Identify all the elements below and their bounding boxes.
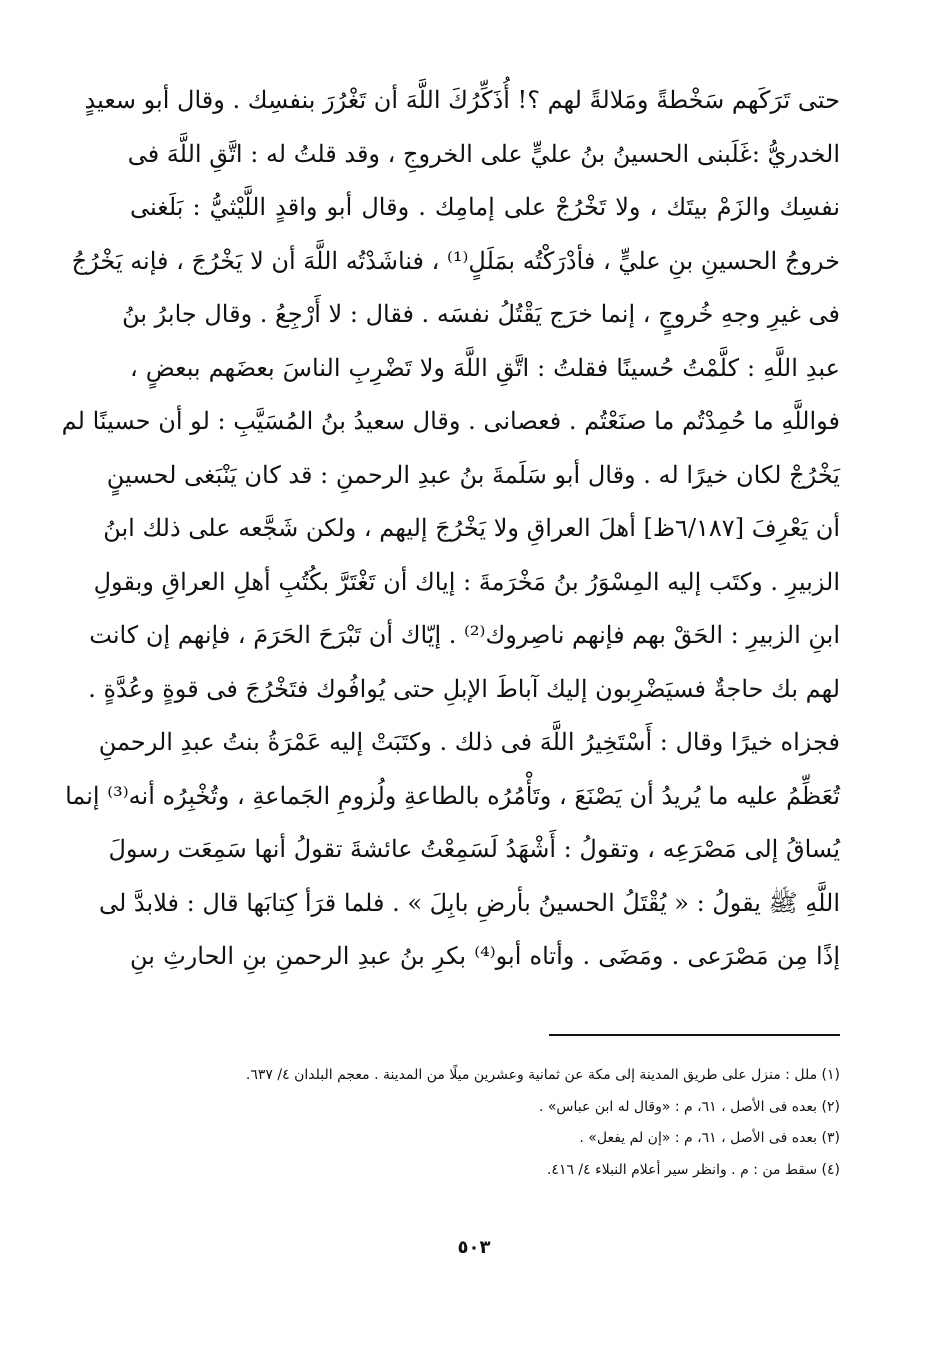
text-line: فواللَّهِ ما حُمِدْتُم ما صنَعْتُم . فعصانى . وقال سعيدُ بنُ المُسَيَّبِ : لو أن حسينًا لم xyxy=(61,407,840,435)
text-line: يَخْرُجْ لكان خيرًا له . وقال أبو سَلَمةَ بنُ عبدِ الرحمنِ : قد كان يَنْبَغى لحسينٍ xyxy=(106,460,840,489)
text-line: ابنِ الزبيرِ : الحَقْ بهم فإنهم ناصِروك⁽²⁾ . إيّاك أن تَبْرَحَ الحَرَمَ ، فإنهم إن كانت xyxy=(89,621,840,649)
text-line: الخدريُّ :غَلَبنى الحسينُ بنُ عليٍّ على الخروجِ ، وقد قلتُ له : اتَّقِ اللَّهَ فى xyxy=(127,139,840,168)
footnote-3: (٣) بعده فى الأصل ، ٦١، م : «إن لم يفعل» . xyxy=(579,1130,840,1146)
footnote-separator xyxy=(549,1034,840,1036)
text-line: لهم بك حاجةٌ فسيَضْرِبون إليك آباطَ الإبلِ حتى يُوافُوك فتَخْرُجَ فى قوةٍ وعُدَّةٍ . xyxy=(88,674,840,703)
text-line: اللَّهِ ﷺ يقولُ : « يُقْتَلُ الحسينُ بأرضِ بابِلَ » . فلما قرَأ كِتابَها قال : فلابدَّ لى xyxy=(98,888,840,917)
footnotes xyxy=(130,1060,840,1186)
text-line: عبدِ اللَّهِ : كلَّمْتُ حُسينًا فقلتُ : اتَّقِ اللَّهَ ولا تَضْرِبِ الناسَ بعضَهم ببعضٍ ، xyxy=(130,353,840,382)
text-line: يُساقُ إلى مَصْرَعِه ، وتقولُ : أَشْهَدُ لَسَمِعْتُ عائشةَ تقولُ أنها سَمِعَت رسولَ xyxy=(108,835,840,863)
text-line: فجزاه خيرًا وقال : أَسْتَخِيرُ اللَّهَ فى ذلك . وكتَبَتْ إليه عَمْرَةُ بنتُ عبدِ الرحمنِ xyxy=(98,728,840,756)
footnote-2: (٢) بعده فى الأصل ، ٦١، م : «وقال له ابن عباس» . xyxy=(538,1098,840,1115)
footnote-1: (١) ملل : منزل على طريق المدينة إلى مكة عن ثمانية وعشرين ميلًا من المدينة . معجم البلدان ٤/ ٦٣٧. xyxy=(245,1067,840,1083)
footnote-4: (٤) سقط من : م . وانظر سير أعلام النبلاء ٤/ ٤١٦. xyxy=(546,1161,840,1178)
main-text xyxy=(61,74,840,984)
page-number: ٥٠٣ xyxy=(457,1237,491,1258)
text-line: فى غيرِ وجهِ خُروجٍ ، إنما خرَج يَقْتُلُ نفسَه . فقال : لا أَرْجِعُ . وقال جابرُ بنُ xyxy=(122,300,840,328)
text-line: حتى تَرَكَهم سَخْطةً ومَلالةً لهم ؟! أُذَكِّرُكَ اللَّهَ أن تَغْرُرَ بنفسِك . وقال أبو سعيدٍ xyxy=(84,86,840,114)
text-line: إذًا مِن مَصْرَعى . ومَضَى . وأتاه أبو⁽⁴⁾ بكرِ بنُ عبدِ الرحمنِ بنِ الحارثِ بنِ xyxy=(130,942,840,970)
text-line: تُعَظِّمُ عليه ما يُريدُ أن يَصْنَعَ ، وتَأْمُرُه بالطاعةِ ولُزومِ الجَماعةِ ، وتُخْبِرُه أنه⁽³⁾ إنما xyxy=(65,781,840,810)
text-line: خروجُ الحسينِ بنِ عليٍّ ، فأدْرَكْتُه بمَلَلٍ⁽¹⁾ ، فناشَدْتُه اللَّهَ أن لا يَخْرُجَ ، فإنه يَخْرُجُ xyxy=(71,246,840,275)
text-line: أن يَعْرِفَ [٦/١٨٧ظ] أهلَ العراقِ ولا يَخْرُجَ إليهم ، ولكن شَجَّعه على ذلك ابنُ xyxy=(103,514,840,542)
text-line: الزبيرِ . وكتَب إليه المِسْوَرُ بنُ مَخْرَمةَ : إياك أن تَغْتَرَّ بكُتُبِ أهلِ العراقِ وبقولِ xyxy=(93,567,840,596)
text-line: نفسِك والزَمْ بيتَك ، ولا تَخْرُجْ على إمامِك . وقال أبو واقدٍ اللَّيْثيُّ : بَلَغنى xyxy=(130,193,840,221)
